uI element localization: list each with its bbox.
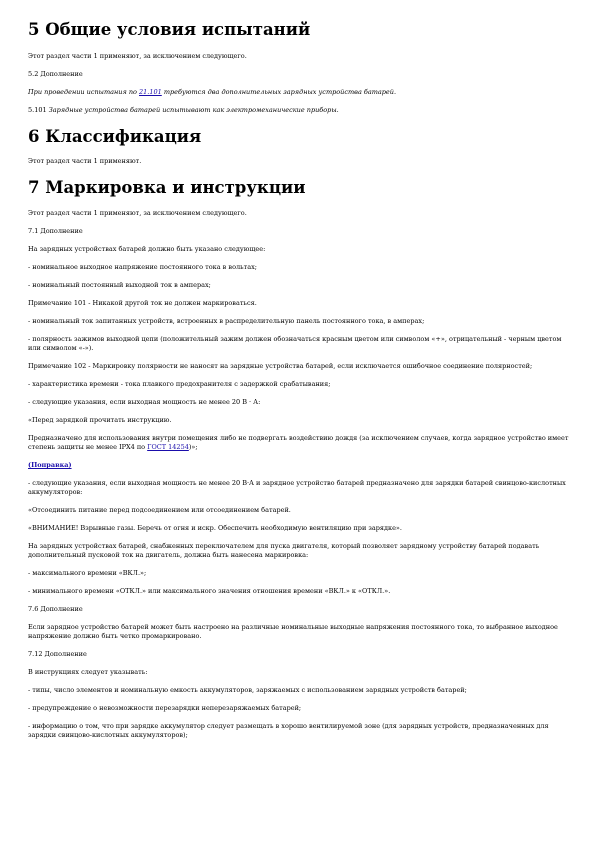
list-item: - типы, число элементов и номинальную емкость аккумуляторов, заряжаемых с использованием зарядных устройств батарей; <box>28 686 467 694</box>
paragraph: Если зарядное устройство батарей может быть настроено на различные номинальные выходные напряжения постоянного тока, то выбранное выходное напряжение должно быть четко промаркировано. <box>28 623 558 640</box>
link-gost-14254[interactable]: ГОСТ 14254 <box>147 443 189 451</box>
clause-7-6-title: 7.6 Дополнение <box>28 605 83 613</box>
section-6-intro: Этот раздел части 1 применяют. <box>28 157 142 165</box>
note-102: Примечание 102 - Маркировку полярности не наносят на зарядные устройства батарей, если исключается ошибочное соединение полярностей; <box>28 362 533 370</box>
quote-line: «ВНИМАНИЕ! Взрывные газы. Беречь от огня и искр. Обеспечить необходимую вентиляцию при зарядке». <box>28 524 402 532</box>
list-item: - номинальный постоянный выходной ток в амперах; <box>28 281 211 289</box>
list-item: - следующие указания, если выходная мощность не менее 20 В·А и зарядное устройство батарей предназначено для зарядки батарей свинцово-кислотных аккумуляторов: <box>28 479 566 496</box>
note-101: Примечание 101 - Никакой другой ток не должен маркироваться. <box>28 299 257 307</box>
clause-5-101: 5.101 Зарядные устройства батарей испытывают как электромеханические приборы. <box>28 106 339 114</box>
quote-line: «Отсоединить питание перед подсоединением или отсоединением батарей. <box>28 506 291 514</box>
amendment-line <box>28 461 573 470</box>
clause-5-2-title: 5.2 Дополнение <box>28 70 83 78</box>
link-21-101[interactable]: 21.101 <box>139 88 162 96</box>
quote-line: «Перед зарядкой прочитать инструкцию. <box>28 416 172 424</box>
paragraph: На зарядных устройствах батарей, снабженных переключателем для пуска двигателя, который позволяет зарядному устройству батарей подавать дополнительный пусковой ток на двигатель, должна быть нанесена маркировка: <box>28 542 540 559</box>
list-item: - номинальное выходное напряжение постоянного тока в вольтах; <box>28 263 257 271</box>
amendment-link[interactable]: (Поправка) <box>28 461 72 469</box>
list-item: - следующие указания, если выходная мощность не менее 20 В · А: <box>28 398 261 406</box>
clause-5-2-text: При проведении испытания по 21.101 требуются два дополнительных зарядных устройства батарей. <box>28 88 397 96</box>
quote-paragraph: Предназначено для использования внутри помещения либо не подвергать воздействию дождя (за исключением случаев, когда зарядное устройство имеет степень защиты не менее IPX4 по ГОСТ 14254)»; <box>28 434 569 451</box>
section-6-heading: 6 Классификация <box>28 127 202 146</box>
list-item: - информацию о том, что при зарядке аккумулятор следует размещать в хорошо вентилируемой зоне (для зарядных устройств, предназначенных для зарядки свинцово-кислотных аккумуляторов); <box>28 722 549 739</box>
list-item: - минимального времени «ОТКЛ.» или максимального значения отношения времени «ВКЛ.» к «ОТКЛ.». <box>28 587 391 595</box>
clause-7-1-title: 7.1 Дополнение <box>28 227 83 235</box>
section-5-intro: Этот раздел части 1 применяют, за исключением следующего. <box>28 52 247 60</box>
paragraph: На зарядных устройствах батарей должно быть указано следующее: <box>28 245 266 253</box>
document-body <box>28 20 573 740</box>
section-5-heading: 5 Общие условия испытаний <box>28 20 311 39</box>
section-7-heading: 7 Маркировка и инструкции <box>28 178 306 197</box>
section-7-intro: Этот раздел части 1 применяют, за исключением следующего. <box>28 209 247 217</box>
list-item: - номинальный ток запитанных устройств, встроенных в распределительную панель постоянного тока, в амперах; <box>28 317 425 325</box>
clause-7-12-title: 7.12 Дополнение <box>28 650 87 658</box>
list-item: - полярность зажимов выходной цепи (положительный зажим должен обозначаться красным цветом или символом «+», отрицательный - черным цветом или символом «-»). <box>28 335 562 352</box>
list-item: - предупреждение о невозможности перезарядки неперезаряжаемых батарей; <box>28 704 302 712</box>
list-item: - характеристика времени - тока плавкого предохранителя с задержкой срабатывания; <box>28 380 331 388</box>
paragraph: В инструкциях следует указывать: <box>28 668 148 676</box>
list-item: - максимального времени «ВКЛ.»; <box>28 569 147 577</box>
